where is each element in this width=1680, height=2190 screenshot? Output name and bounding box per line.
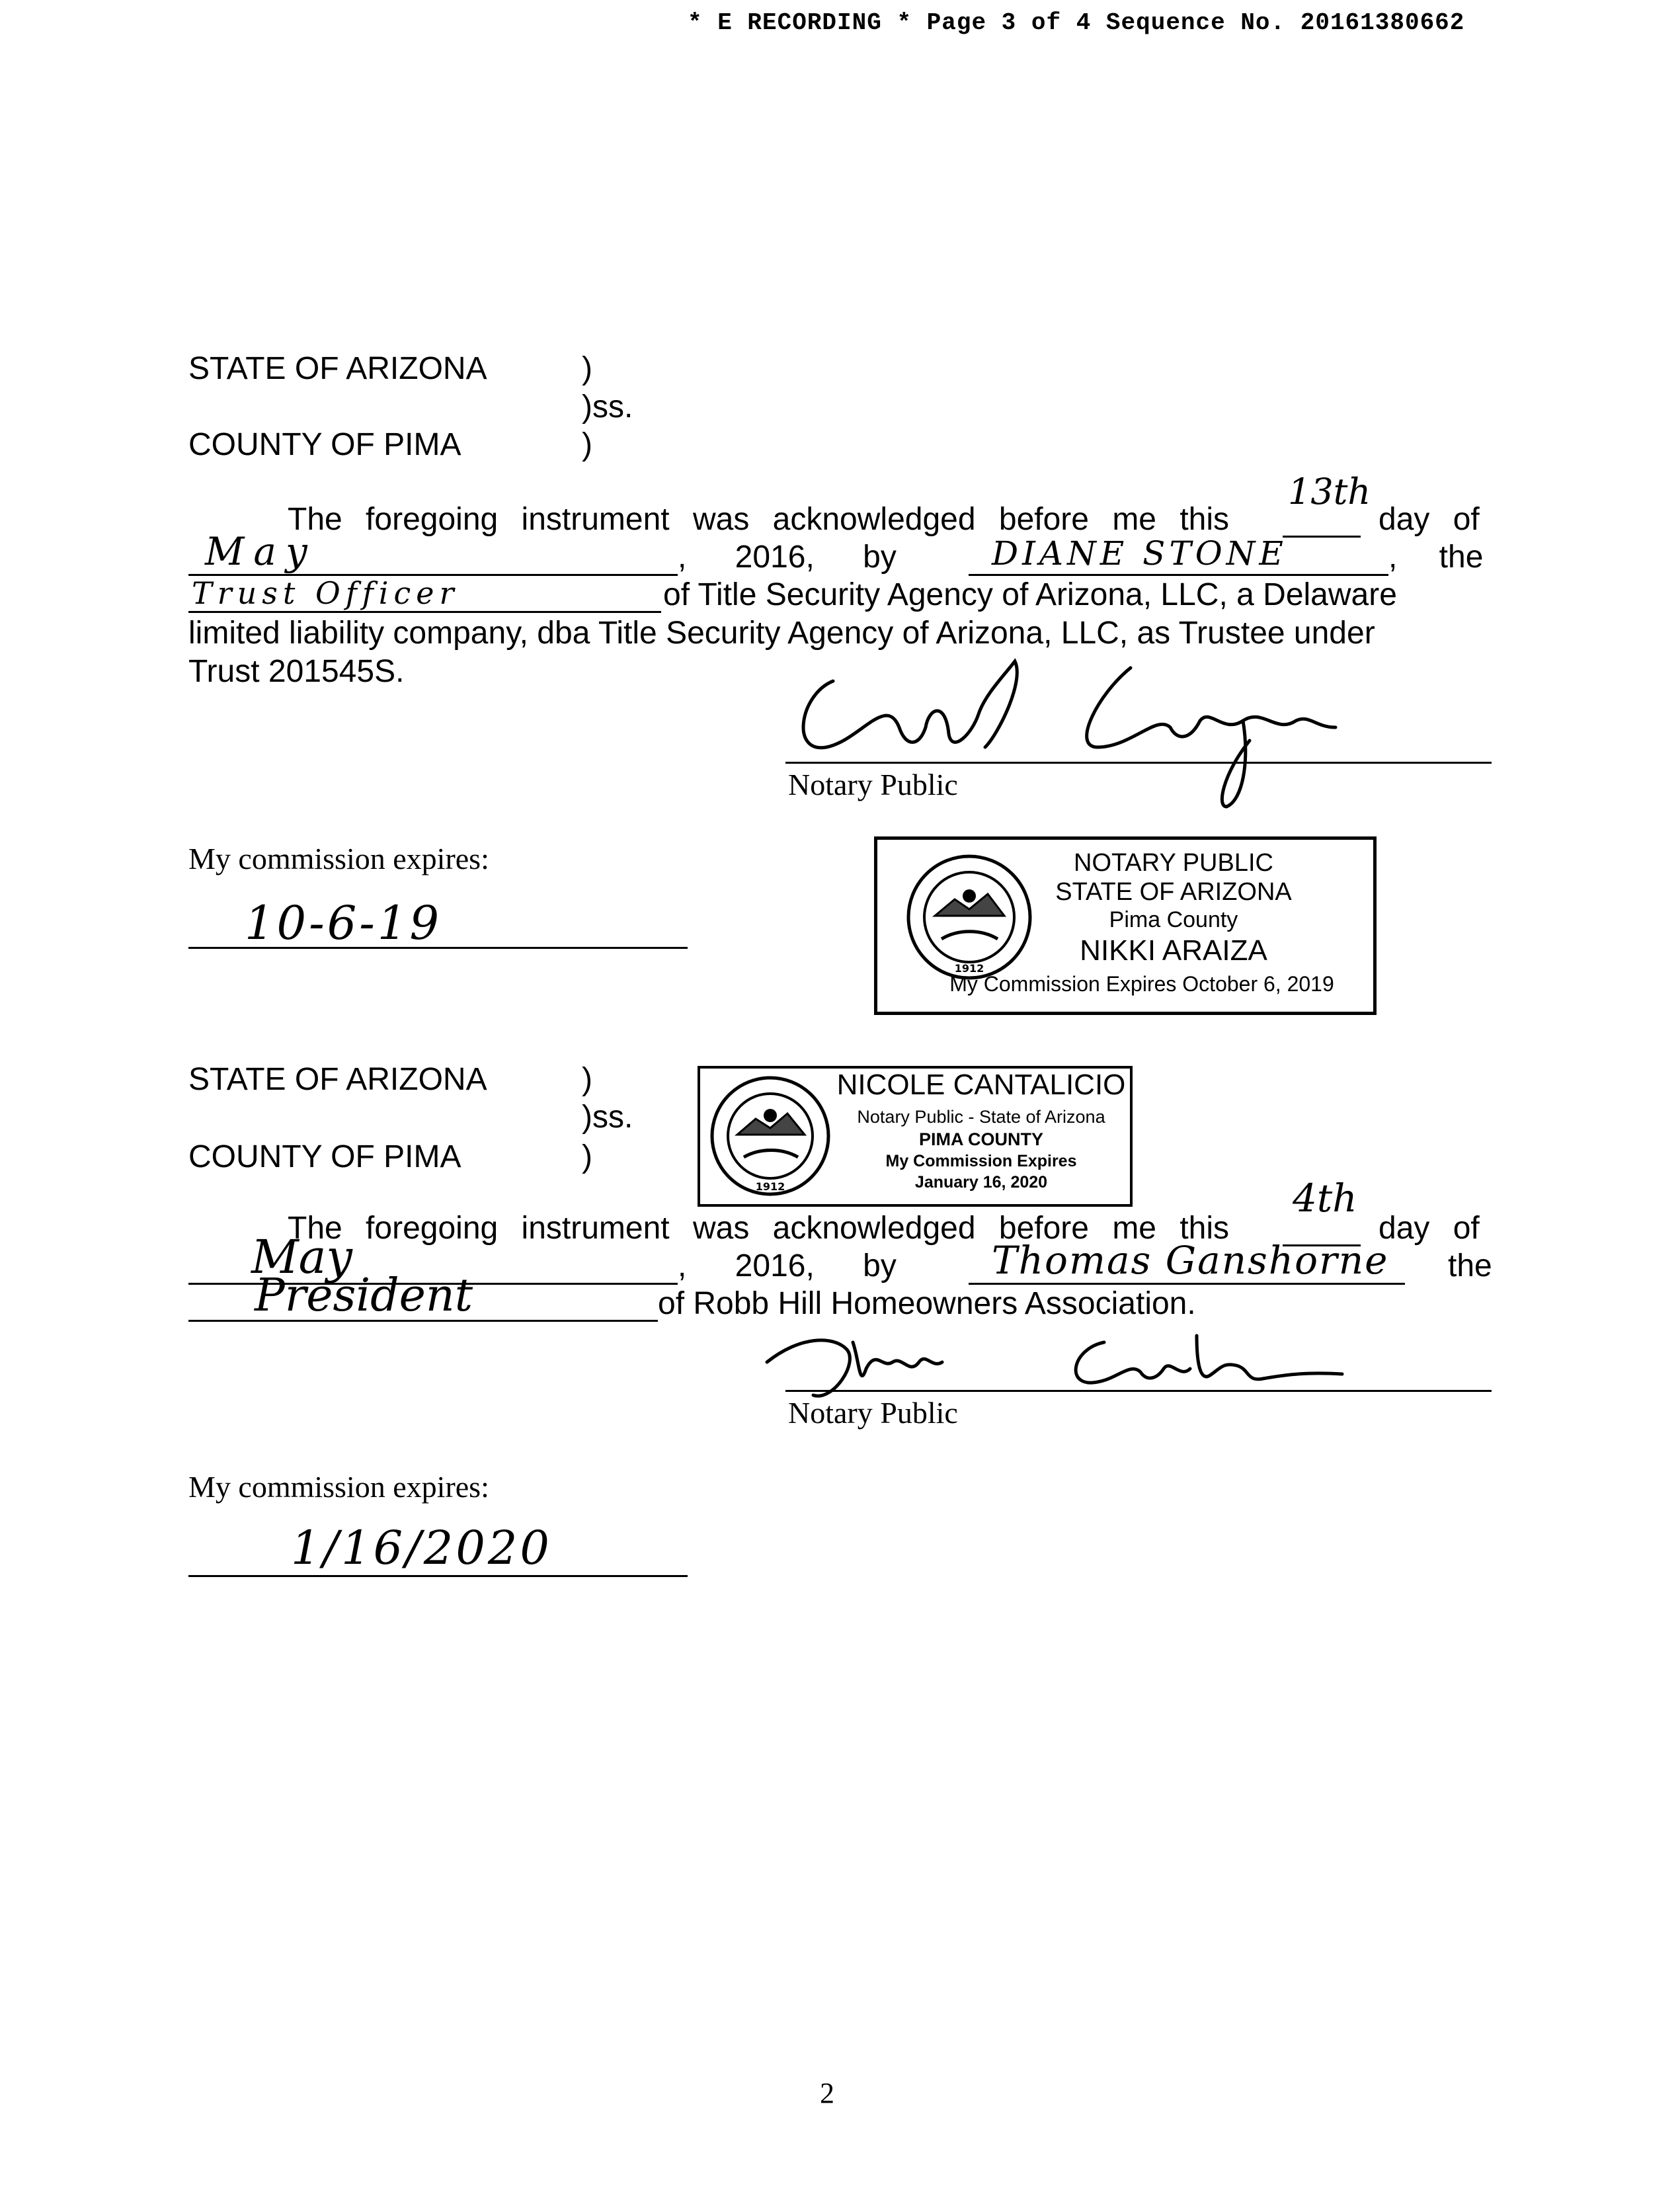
ack-text-start: The foregoing instrument was acknowledged before me this bbox=[288, 502, 1230, 537]
notary-public-label: Notary Public bbox=[788, 1396, 958, 1430]
state-label: STATE OF ARIZONA bbox=[188, 1062, 487, 1097]
signature-line bbox=[785, 1390, 1492, 1392]
stamp-county: Pima County bbox=[1109, 907, 1238, 932]
name-blank bbox=[969, 1283, 1405, 1285]
day-handwritten: 4th bbox=[1293, 1176, 1357, 1221]
paren: ) bbox=[582, 351, 592, 386]
the-label: the bbox=[1448, 1248, 1492, 1283]
commission-blank bbox=[188, 1575, 688, 1577]
day-of-label: day of bbox=[1379, 502, 1480, 537]
day-of-label: day of bbox=[1379, 1211, 1480, 1246]
stamp-expiry: My Commission Expires October 6, 2019 bbox=[949, 972, 1334, 996]
commission-label: My commission expires: bbox=[188, 1470, 489, 1504]
notary-stamp-1 bbox=[874, 836, 1377, 1015]
ack-text-line4: limited liability company, dba Title Security Agency of Arizona, LLC, as Trustee under bbox=[188, 616, 1375, 651]
ack-text-line5: Trust 201545S. bbox=[188, 654, 405, 689]
stamp-state: STATE OF ARIZONA bbox=[1055, 878, 1292, 906]
name-blank bbox=[969, 574, 1388, 576]
day-blank bbox=[1283, 536, 1361, 538]
the-label: , the bbox=[1388, 540, 1484, 575]
commission-label: My commission expires: bbox=[188, 842, 489, 875]
month-handwritten: May bbox=[251, 1230, 352, 1284]
county-label: COUNTY OF PIMA bbox=[188, 427, 461, 462]
month-handwritten: May bbox=[205, 529, 317, 574]
paren: ) bbox=[582, 1062, 592, 1097]
stamp-notary-name: NICOLE CANTALICIO bbox=[836, 1069, 1126, 1101]
office-handwritten: President bbox=[255, 1270, 473, 1322]
seal-year: 1912 bbox=[755, 1180, 785, 1193]
state-label: STATE OF ARIZONA bbox=[188, 351, 487, 386]
stamp-title: NOTARY PUBLIC bbox=[1074, 849, 1273, 877]
ack-text-line3: of Robb Hill Homeowners Association. bbox=[658, 1286, 1196, 1321]
notary-public-label: Notary Public bbox=[788, 768, 958, 801]
paren: ) bbox=[582, 427, 592, 462]
ss-label: )ss. bbox=[582, 389, 633, 425]
page-number: 2 bbox=[820, 2077, 834, 2109]
year-by-label: , 2016, by bbox=[678, 540, 897, 575]
stamp-notary-name: NIKKI ARAIZA bbox=[1080, 934, 1267, 967]
commission-date-handwritten: 1/16/2020 bbox=[291, 1521, 552, 1575]
name-handwritten: DIANE STONE bbox=[992, 534, 1287, 573]
notary-stamp-2 bbox=[698, 1066, 1133, 1207]
year-by-label: , 2016, by bbox=[678, 1248, 897, 1283]
arizona-seal bbox=[708, 1074, 832, 1198]
office-handwritten: Trust Officer bbox=[192, 575, 460, 611]
ack-text-start: The foregoing instrument was acknowledged before me this bbox=[288, 1211, 1230, 1246]
signature-line bbox=[785, 762, 1492, 764]
commission-blank bbox=[188, 947, 688, 949]
commission-date-handwritten: 10-6-19 bbox=[245, 896, 442, 950]
recording-header: * E RECORDING * Page 3 of 4 Sequence No. 20161380662 bbox=[688, 9, 1465, 36]
stamp-county: PIMA COUNTY bbox=[919, 1129, 1043, 1149]
name-handwritten: Thomas Ganshorne bbox=[992, 1238, 1389, 1283]
seal-year: 1912 bbox=[954, 962, 984, 975]
paren: ) bbox=[582, 1139, 592, 1174]
ack-text-line3: of Title Security Agency of Arizona, LLC, a Delaware bbox=[663, 577, 1397, 612]
ss-label: )ss. bbox=[582, 1100, 633, 1135]
office-blank bbox=[188, 611, 661, 613]
stamp-expiry: January 16, 2020 bbox=[914, 1173, 1048, 1192]
stamp-expiry-label: My Commission Expires bbox=[885, 1152, 1077, 1170]
county-label: COUNTY OF PIMA bbox=[188, 1139, 461, 1174]
stamp-title: Notary Public - State of Arizona bbox=[857, 1107, 1105, 1127]
day-handwritten: 13th bbox=[1288, 471, 1371, 512]
